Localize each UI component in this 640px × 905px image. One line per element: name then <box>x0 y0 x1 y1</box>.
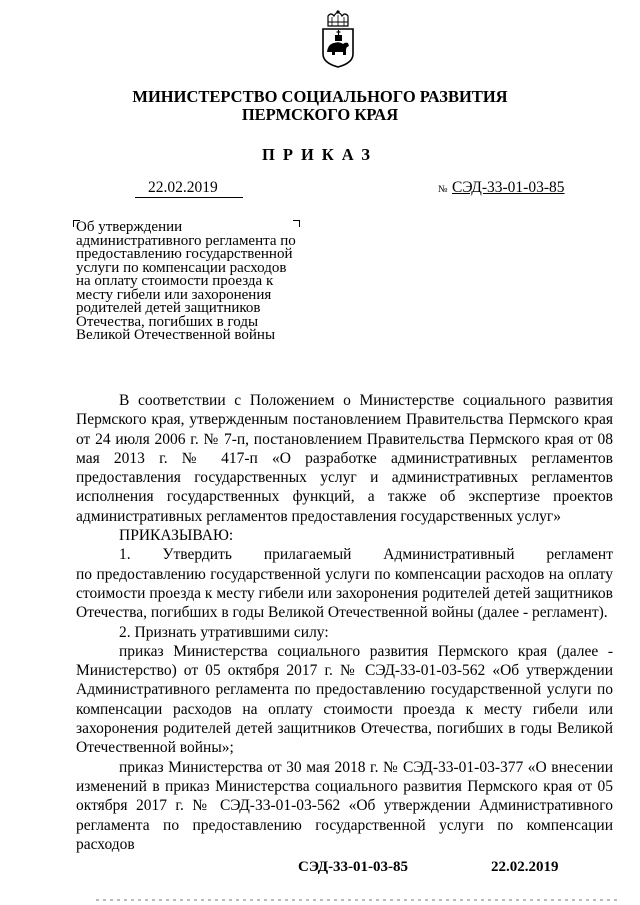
ministry-name-line1: МИНИСТЕРСТВО СОЦИАЛЬНОГО РАЗВИТИЯ <box>132 87 508 106</box>
footer-number: СЭД-33-01-03-85 <box>298 859 409 875</box>
item2-second-order: приказ Министерства от 30 мая 2018 г. № СЭД-33-01-03-377 «О внесении изменений в приказ Министерства социального развития Пермского края от 05 октября 2017 г. № СЭД-33-01-03-562 «Об утверждении Административного регламента по предоставлению государственной услуги по компенсации расходов <box>76 758 613 853</box>
subject-line: административного регламента по <box>76 232 296 249</box>
subject-line: предоставлению государственной <box>76 246 293 262</box>
item1-text: по предоставлению государственной услуги по компенсации расходов на оплату стоимости проезда к месту гибели или захоронения родителей детей защитников Отечества, погибших в годы Великой Отечественной войны (далее - регламент). <box>76 565 613 622</box>
order-date: 22.02.2019 <box>148 179 218 196</box>
date-underline <box>135 197 243 198</box>
order-title: ПРИКАЗ <box>262 145 378 164</box>
item2-first-order: приказ Министерства социального развития Пермского края (далее - Министерство) от 05 октября 2017 г. № СЭД-33-01-03-562 «Об утверждении Административного регламента по предоставлению государственной услуги по компенсации расходов на оплату стоимости проезда к месту гибели или захоронения родителей детей защитников Отечества, погибших в годы Великой Отечественной войны»; <box>76 642 613 757</box>
subject-line: на оплату стоимости проезда к <box>76 273 274 289</box>
scan-artifact-line <box>96 899 620 901</box>
subject-line: родителей детей защитников <box>76 300 261 316</box>
order-body <box>76 391 613 854</box>
preamble-paragraph: В соответствии с Положением о Министерстве социального развития Пермского края, утвержденным постановлением Правительства Пермского края от 24 июля 2006 г. № 7-п, постановлением Правительства Пермского края от 08 мая 2013 г. № 417-п «О разработке административных регламентов предоставления государственных услуг и административных регламентов исполнения государственных функций, а также об экспертизе проектов административных регламентов предоставления государственных услуг» <box>76 392 613 525</box>
subject-line: услуги по компенсации расходов <box>76 259 287 276</box>
item1-lead: 1. Утвердить прилагаемый Административный регламент <box>119 546 613 564</box>
number-sign: № <box>438 184 448 195</box>
order-number: СЭД-33-01-03-85 <box>452 179 565 196</box>
subject-line: месту гибели или захоронения <box>76 286 272 303</box>
subject-line: Об утверждении <box>76 219 183 235</box>
coat-of-arms-emblem <box>318 8 358 68</box>
order-subject <box>76 221 326 343</box>
subject-line: Отечества, погибших в годы <box>76 313 259 330</box>
ministry-name-line2: ПЕРМСКОГО КРАЯ <box>241 105 399 124</box>
footer-date: 22.02.2019 <box>491 859 559 875</box>
order-word: ПРИКАЗЫВАЮ: <box>119 527 234 545</box>
item2-heading: 2. Признать утратившими силу: <box>119 623 329 641</box>
subject-line: Великой Отечественной войны <box>76 327 276 343</box>
